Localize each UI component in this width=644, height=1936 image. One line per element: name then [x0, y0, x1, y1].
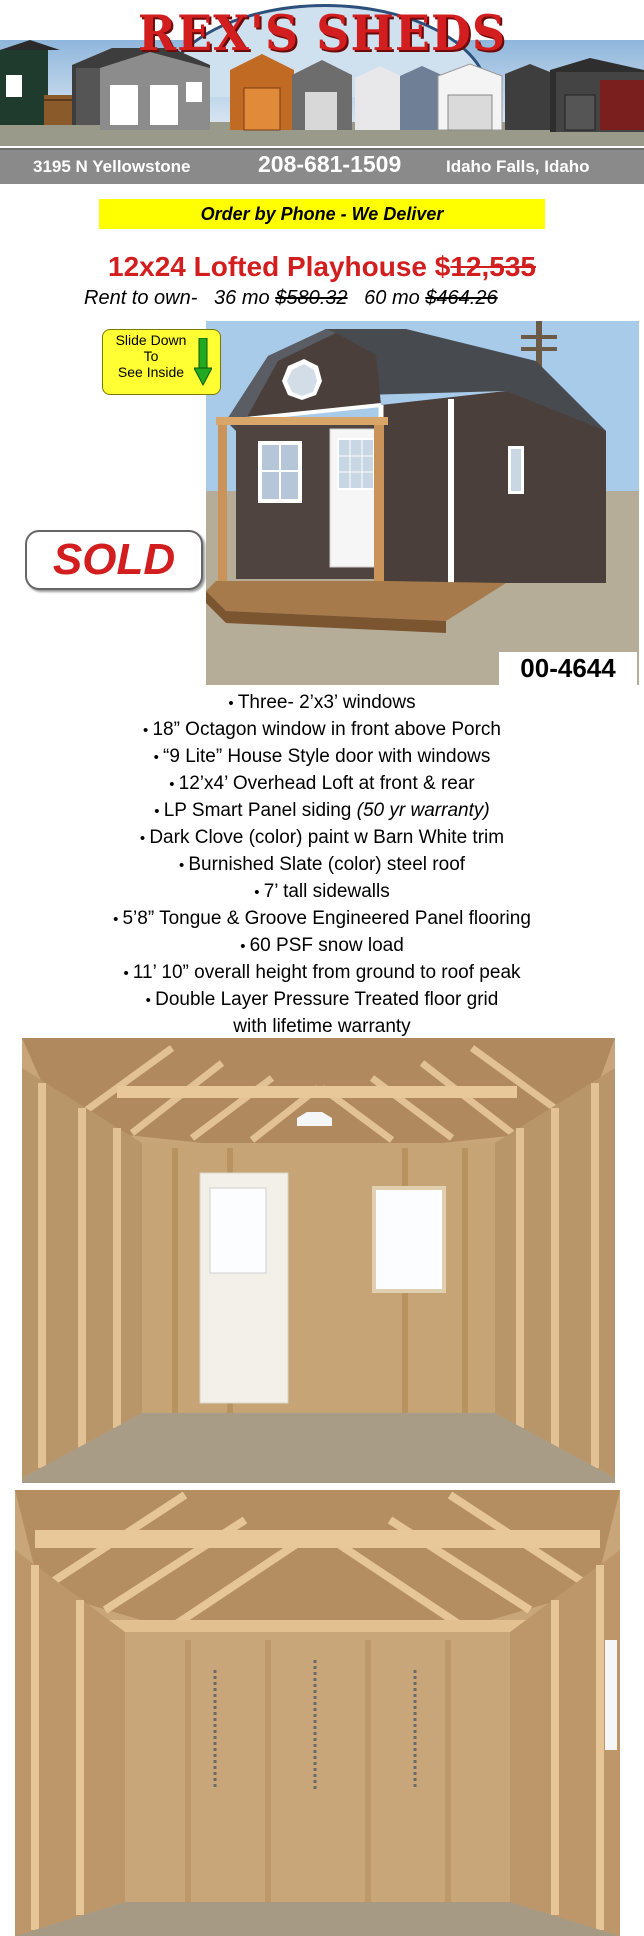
list-item: • Dark Clove (color) paint w Barn White trim	[0, 825, 644, 852]
main-shed-photo	[206, 321, 639, 685]
list-item: • Three- 2’x3’ windows	[0, 690, 644, 717]
slide-btn-line3: See Inside	[117, 364, 185, 380]
store-address: 3195 N Yellowstone	[33, 157, 191, 176]
list-item: • “9 Lite” House Style door with windows	[0, 744, 644, 771]
sold-badge: SOLD	[25, 530, 203, 590]
list-item: • 11’ 10” overall height from ground to roof peak	[0, 960, 644, 987]
list-item: • 12’x4’ Overhead Loft at front & rear	[0, 771, 644, 798]
feature-list	[0, 690, 644, 1041]
interior-photo-front	[22, 1038, 615, 1483]
rent-label: Rent to own- 36 mo	[84, 287, 276, 309]
rent-36-price: $580.32	[275, 287, 348, 309]
rent-60-label: 60 mo	[347, 287, 426, 309]
list-item: • Double Layer Pressure Treated floor grid	[0, 987, 644, 1014]
phone-number[interactable]: 208-681-1509	[258, 151, 402, 177]
listing-title	[0, 251, 644, 283]
interior-photo-rear	[15, 1490, 620, 1936]
slide-btn-line2: To	[143, 348, 159, 364]
company-logo: REX'S SHEDS	[137, 4, 507, 62]
header-banner	[0, 0, 644, 148]
title-text: 12x24 Lofted Playhouse $	[108, 251, 451, 282]
list-item: • 18” Octagon window in front above Porch	[0, 717, 644, 744]
list-item: • 5’8” Tongue & Groove Engineered Panel flooring	[0, 906, 644, 933]
price-strikethrough: 12,535	[450, 251, 536, 282]
list-item-continuation: with lifetime warranty	[233, 1016, 411, 1037]
slide-btn-line1: Slide Down	[115, 332, 187, 348]
rent-60-price: $464.26	[425, 287, 498, 309]
arrow-down-icon	[194, 338, 212, 386]
list-item: • Burnished Slate (color) steel roof	[0, 852, 644, 879]
stock-number: 00-4644	[499, 652, 637, 685]
list-item: • 60 PSF snow load	[0, 933, 644, 960]
store-city: Idaho Falls, Idaho	[446, 157, 590, 176]
list-item: • 7’ tall sidewalls	[0, 879, 644, 906]
order-banner: Order by Phone - We Deliver	[99, 199, 545, 229]
warranty-note: (50 yr warranty)	[356, 800, 490, 821]
rent-to-own-line	[84, 287, 498, 310]
slide-down-to-see-inside-button[interactable]	[102, 329, 221, 395]
list-item: • LP Smart Panel siding (50 yr warranty)	[0, 798, 644, 825]
